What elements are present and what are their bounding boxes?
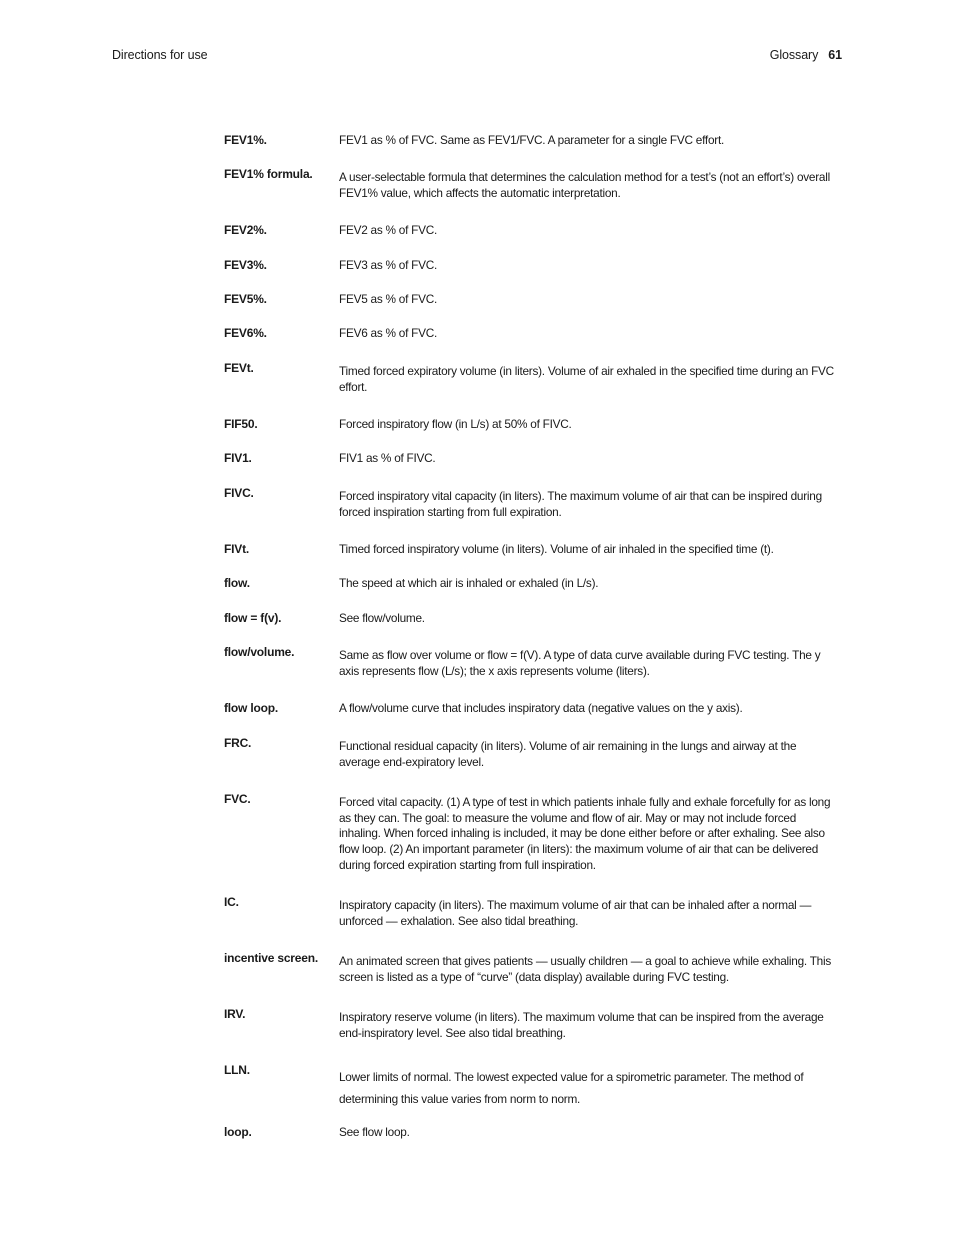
- glossary-term: FEVt.: [224, 361, 254, 375]
- glossary-term: FIV1.: [224, 451, 252, 465]
- glossary-definition: FEV3 as % of FVC.: [339, 258, 438, 272]
- page-header: [112, 48, 842, 66]
- glossary-term: FEV5%.: [224, 292, 267, 306]
- glossary-definition: Inspiratory reserve volume (in liters). The maximum volume that can be inspired from the average end-inspiratory level. See also tidal breathing.: [339, 1010, 824, 1040]
- glossary-term: IRV.: [224, 1007, 246, 1021]
- glossary-definition: FEV5 as % of FVC.: [339, 292, 438, 306]
- glossary-term: FEV1% formula.: [224, 167, 313, 181]
- glossary-definition: Inspiratory capacity (in liters). The maximum volume of air that can be inhaled after a normal — unforced — exhalation. See also tidal breathing.: [339, 898, 812, 928]
- glossary-term: flow loop.: [224, 701, 278, 715]
- glossary-definition: A flow/volume curve that includes inspiratory data (negative values on the y axis).: [339, 701, 743, 715]
- glossary-definition: Same as flow over volume or flow = f(V). A type of data curve available during FVC testing. The y axis represents flow (L/s); the x axis represents volume (liters).: [339, 648, 821, 678]
- glossary-definition: Functional residual capacity (in liters). Volume of air remaining in the lungs and airway at the average end-expiratory level.: [339, 739, 797, 769]
- glossary-term: flow = f(v).: [224, 611, 282, 625]
- glossary-definition: An animated screen that gives patients — usually children — a goal to achieve while exhaling. This screen is listed as a type of “curve” (data display) available during FVC testing.: [339, 954, 832, 984]
- glossary-term: FIF50.: [224, 417, 258, 431]
- glossary-definition: See flow/volume.: [339, 611, 425, 625]
- glossary-term: FIVC.: [224, 486, 254, 500]
- glossary-term: flow/volume.: [224, 645, 295, 659]
- header-section-group: [770, 48, 842, 62]
- glossary-term: incentive screen.: [224, 951, 318, 965]
- glossary-definition: FEV1 as % of FVC. Same as FEV1/FVC. A parameter for a single FVC effort.: [339, 133, 725, 147]
- glossary-term: FEV1%.: [224, 133, 267, 147]
- glossary-term: FEV3%.: [224, 258, 267, 272]
- glossary-definition: FEV6 as % of FVC.: [339, 326, 438, 340]
- glossary-term: FEV6%.: [224, 326, 267, 340]
- running-title: Directions for use: [112, 48, 208, 62]
- glossary-term: FIVt.: [224, 542, 249, 556]
- glossary-definition: Timed forced expiratory volume (in liters). Volume of air exhaled in the specified time during an FVC effort.: [339, 364, 834, 394]
- glossary-term: LLN.: [224, 1063, 250, 1077]
- section-title: Glossary: [769, 48, 819, 62]
- glossary-term: FRC.: [224, 736, 252, 750]
- glossary-term: loop.: [224, 1125, 252, 1139]
- glossary-definition: FEV2 as % of FVC.: [339, 223, 438, 237]
- glossary-term: flow.: [224, 576, 250, 590]
- glossary-definition: Lower limits of normal. The lowest expected value for a spirometric parameter. The method of determining this value varies from norm to norm.: [339, 1070, 804, 1106]
- glossary-term: FVC.: [224, 792, 251, 806]
- glossary-definition: The speed at which air is inhaled or exhaled (in L/s).: [339, 576, 599, 590]
- glossary-definition: Forced inspiratory flow (in L/s) at 50% of FIVC.: [339, 417, 572, 431]
- glossary-definition: A user-selectable formula that determines the calculation method for a test’s (not an effort’s) overall FEV1% value, which affects the automatic interpretation.: [339, 170, 830, 200]
- glossary-definition: Timed forced inspiratory volume (in liters). Volume of air inhaled in the specified time (t).: [339, 542, 774, 556]
- glossary-definition: See flow loop.: [339, 1125, 410, 1139]
- page-number: 61: [828, 48, 842, 62]
- glossary-definition: FIV1 as % of FIVC.: [339, 451, 436, 465]
- glossary-definition: Forced inspiratory vital capacity (in liters). The maximum volume of air that can be inspired during forced inspiration starting from full expiration.: [339, 489, 822, 519]
- glossary-term: IC.: [224, 895, 239, 909]
- glossary-definition: Forced vital capacity. (1) A type of test in which patients inhale fully and exhale forcefully for as long as they can. The goal: to measure the volume and flow of air. May or may not include forced inhaling. When forced inhaling is included, it may be done either before or after exhaling. See also flow loop. (2) An important parameter (in liters): the maximum volume of air that can be delivered during forced expiration starting from full inspiration.: [339, 795, 831, 872]
- glossary-term: FEV2%.: [224, 223, 267, 237]
